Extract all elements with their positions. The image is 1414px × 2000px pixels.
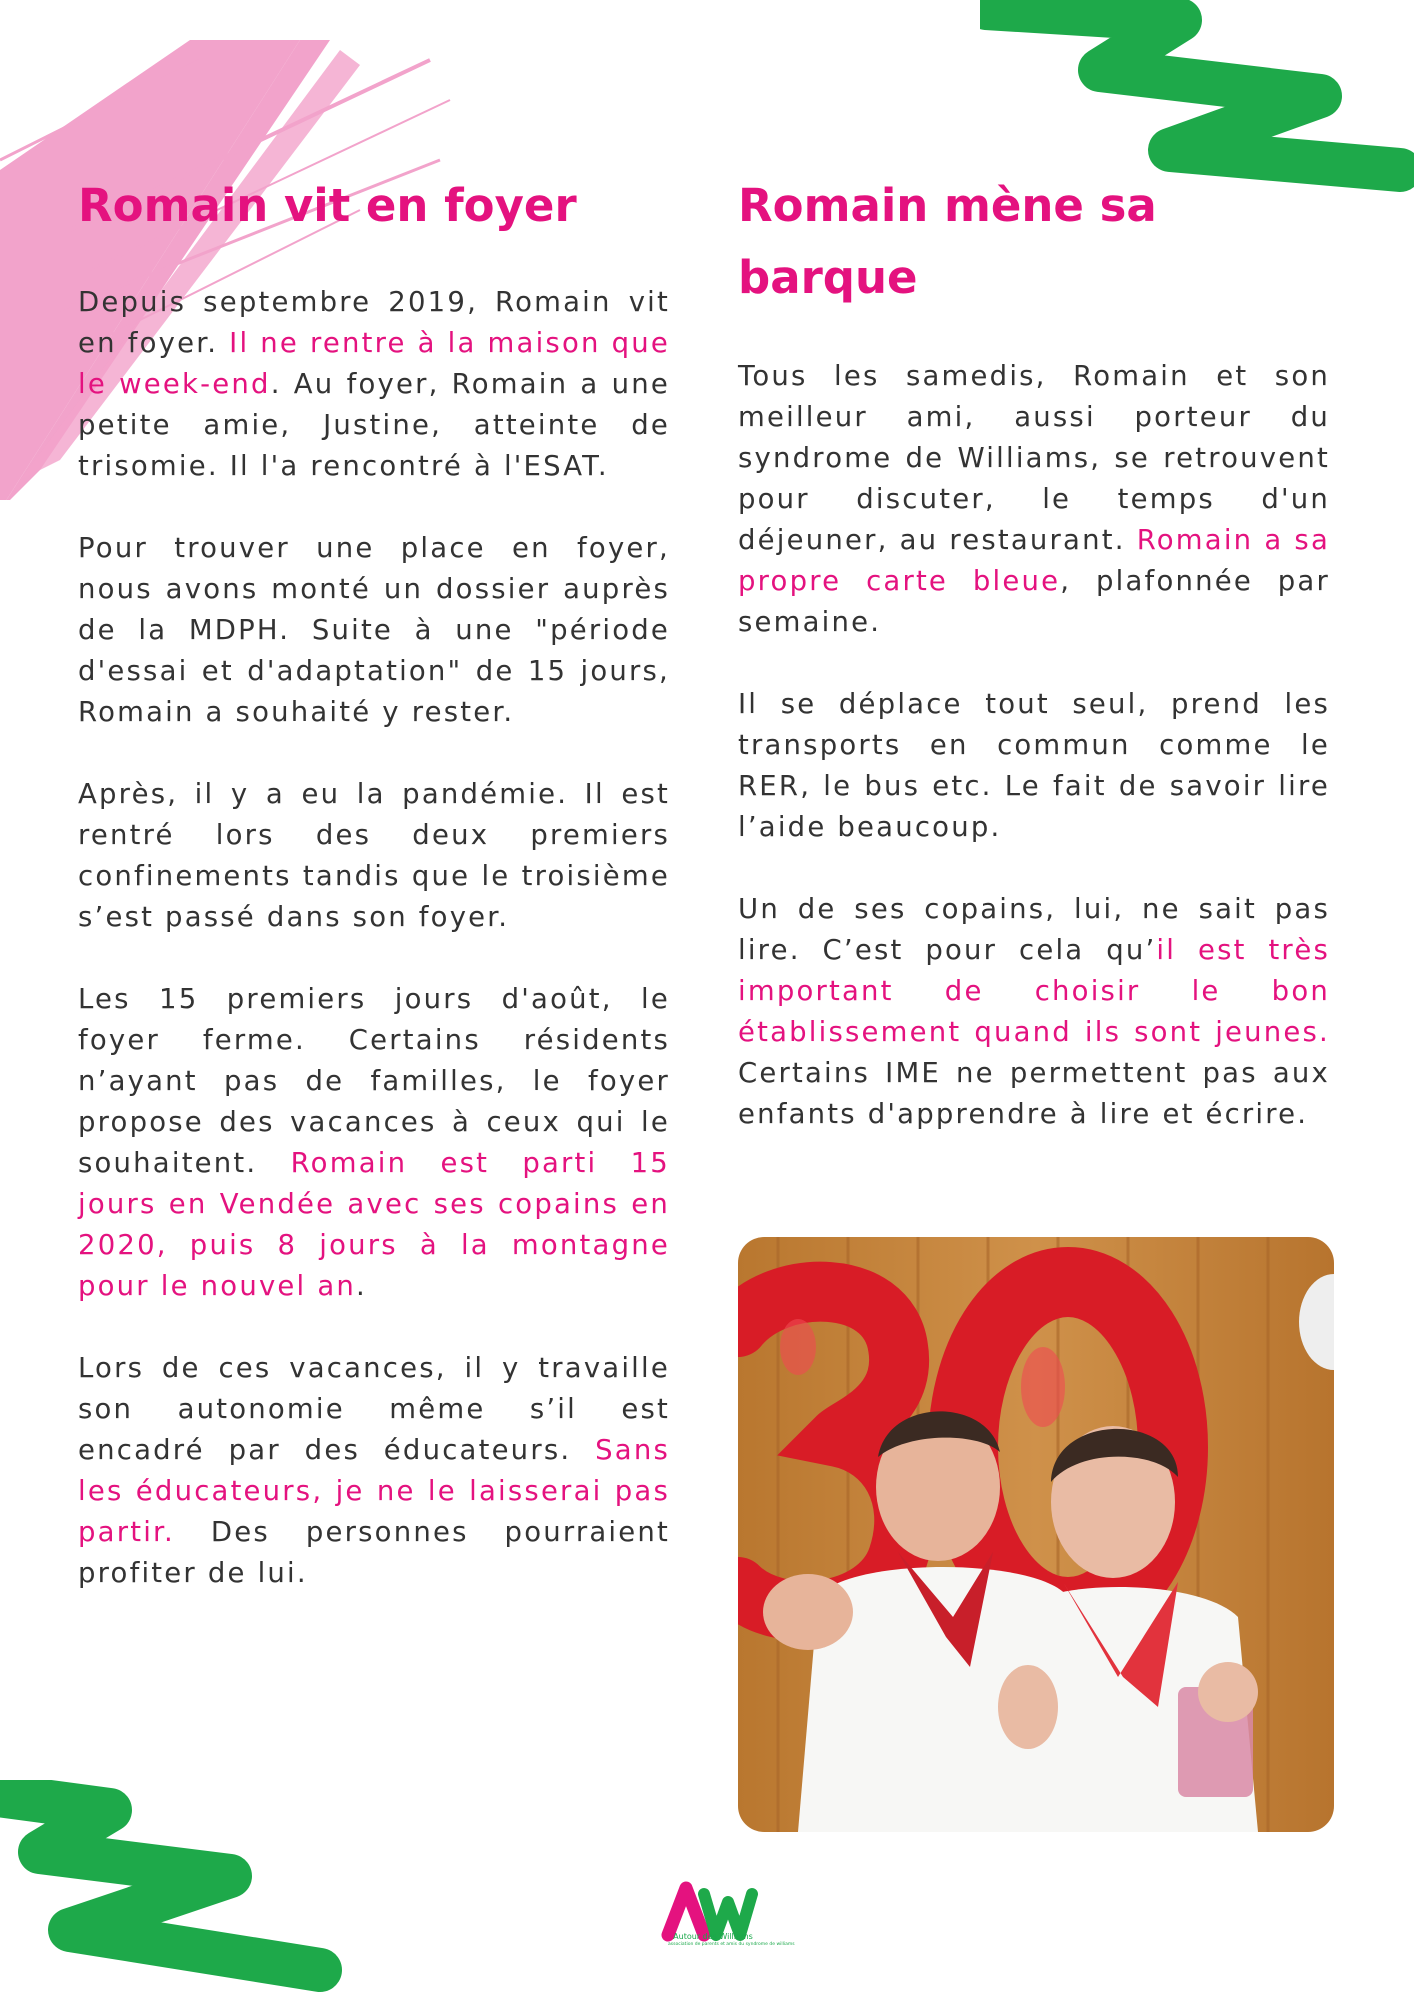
logo-name: Autour des Williams [673,1932,753,1941]
left-paragraph-5: Lors de ces vacances, il y travaille son autonomie même s’il est encadré par des éducateurs. Sans les éducateurs, je ne le laisserai pas partir. Des personnes pourraient profiter de lui. [78,1352,670,1589]
right-paragraph-1: Tous les samedis, Romain et son meilleur ami, aussi porteur du syndrome de Williams, se retrouvent pour discuter, le temps d'un déjeuner, au restaurant. Romain a sa propre carte bleue, plafonnée par semaine. [738,360,1331,638]
left-paragraph-3: Après, il y a eu la pandémie. Il est rentré lors des deux premiers confinements tandis que le troisième s’est passé dans son foyer. [78,778,670,933]
logo-tagline: association de parents et amis du syndrome de williams [668,1942,795,1947]
left-paragraph-4: Les 15 premiers jours d'août, le foyer ferme. Certains résidents n’ayant pas de familles, le foyer propose des vacances à ceux qui le souhaitent. Romain est parti 15 jours en Vendée avec ses copains en 2020, puis 8 jours à la montagne pour le nouvel an. [78,983,670,1302]
right-paragraph-2: Il se déplace tout seul, prend les transports en commun comme le RER, le bus etc. Le fait de savoir lire l’aide beaucoup. [738,688,1330,843]
left-heading: Romain vit en foyer [78,179,577,232]
right-column-text [738,356,1330,1176]
photo-two-friends-balloons [738,1237,1334,1832]
right-paragraph-3: Un de ses copains, lui, ne sait pas lire. C’est pour cela qu’il est très important de choisir le bon établissement quand ils sont jeunes. Certains IME ne permettent pas aux enfants d'apprendre à lire et écrire. [738,893,1330,1130]
left-paragraph-1: Depuis septembre 2019, Romain vit en foyer. Il ne rentre à la maison que le week-end. Au foyer, Romain a une petite amie, Justine, atteinte de trisomie. Il l'a rencontré à l'ESAT. [78,286,671,482]
left-paragraph-2: Pour trouver une place en foyer, nous avons monté un dossier auprès de la MDPH. Suite à une "période d'essai et d'adaptation" de 15 jours, Romain a souhaité y rester. [78,532,670,728]
green-brush-bottom-left [0,1780,360,2000]
right-heading: Romain mène sa barque [738,179,1157,304]
left-column-text [78,282,670,1635]
